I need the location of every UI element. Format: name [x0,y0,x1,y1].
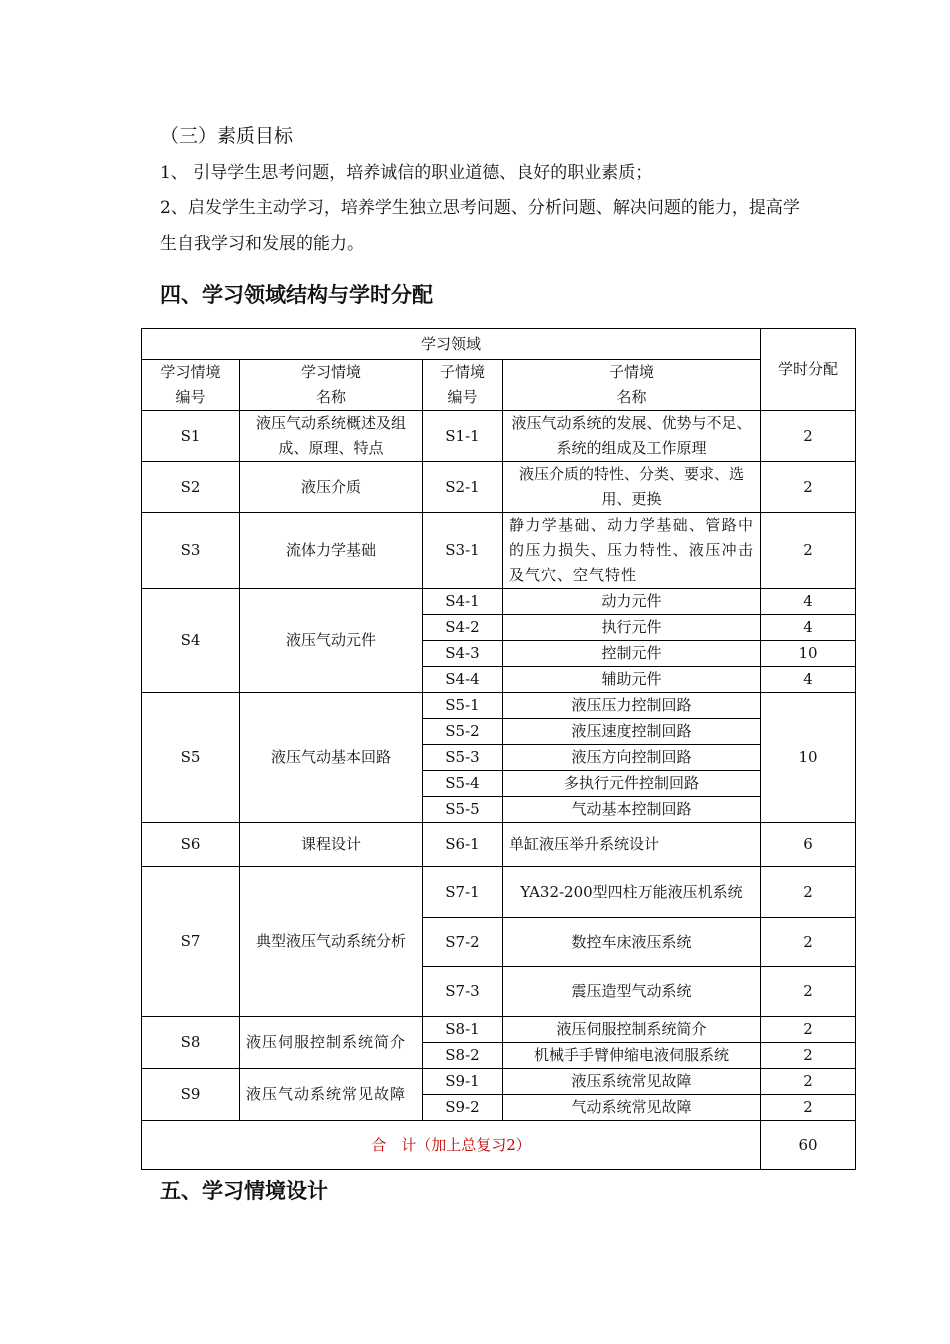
sub-code: S4-3 [423,641,503,667]
hours: 2 [761,1069,856,1095]
sub-code: S8-2 [423,1043,503,1069]
hours: 4 [761,589,856,615]
sub-name: 执行元件 [503,615,761,641]
sub-name: 液压速度控制回路 [503,719,761,745]
sub-code: S5-5 [423,797,503,823]
sub-name: 单缸液压举升系统设计 [503,823,761,867]
objective-item-1: 1、 引导学生思考问题，培养诚信的职业道德、良好的职业素质； [160,163,653,183]
course-structure-table [141,328,856,1170]
hours: 2 [761,1043,856,1069]
section3-title: （三）素质目标 [160,125,294,147]
header-hours: 学时分配 [761,329,856,411]
situation-name: 典型液压气动系统分析 [240,867,423,1017]
hours: 2 [761,967,856,1017]
table-row [142,1017,856,1043]
total-label: 合 计（加上总复习2） [142,1121,761,1170]
sub-code: S4-1 [423,589,503,615]
total-hours: 60 [761,1121,856,1170]
sub-name: 多执行元件控制回路 [503,771,761,797]
header-situation-name: 学习情境 名称 [240,360,423,411]
hours: 4 [761,615,856,641]
situation-name: 液压介质 [240,462,423,513]
situation-name: 液压气动元件 [240,589,423,693]
situation-code: S8 [142,1017,240,1069]
table-row [142,462,856,513]
hours: 10 [761,693,856,823]
sub-name: 辅助元件 [503,667,761,693]
table-row [142,513,856,589]
objective-item-2-line-2: 生自我学习和发展的能力。 [160,234,364,254]
sub-code: S4-4 [423,667,503,693]
sub-name: YA32-200型四柱万能液压机系统 [503,867,761,918]
sub-name: 气动基本控制回路 [503,797,761,823]
sub-code: S8-1 [423,1017,503,1043]
hours: 6 [761,823,856,867]
table-row [142,589,856,615]
hours: 4 [761,667,856,693]
sub-code: S7-2 [423,918,503,967]
sub-name: 气动系统常见故障 [503,1095,761,1121]
table-row [142,693,856,719]
table-row [142,867,856,918]
situation-name: 液压气动系统常见故障 [240,1069,423,1121]
sub-name: 液压介质的特性、分类、要求、选用、更换 [503,462,761,513]
objective-item-2-line-1: 2、启发学生主动学习，培养学生独立思考问题、分析问题、解决问题的能力，提高学 [160,198,800,218]
sub-name: 机械手手臂伸缩电液伺服系统 [503,1043,761,1069]
header-sub-code: 子情境 编号 [423,360,503,411]
hours: 2 [761,462,856,513]
hours: 2 [761,1017,856,1043]
sub-code: S5-1 [423,693,503,719]
total-row [142,1121,856,1170]
header-learning-domain: 学习领域 [142,329,761,360]
situation-code: S7 [142,867,240,1017]
sub-code: S2-1 [423,462,503,513]
sub-name: 液压伺服控制系统简介 [503,1017,761,1043]
sub-name: 液压压力控制回路 [503,693,761,719]
hours: 2 [761,867,856,918]
sub-name: 动力元件 [503,589,761,615]
situation-name: 课程设计 [240,823,423,867]
sub-name: 震压造型气动系统 [503,967,761,1017]
sub-name: 液压方向控制回路 [503,745,761,771]
sub-code: S5-2 [423,719,503,745]
situation-name: 液压伺服控制系统简介 [240,1017,423,1069]
sub-code: S6-1 [423,823,503,867]
hours: 2 [761,1095,856,1121]
section5-title: 五、学习情境设计 [160,1179,328,1203]
hours: 2 [761,513,856,589]
sub-code: S7-3 [423,967,503,1017]
sub-code: S7-1 [423,867,503,918]
hours: 2 [761,918,856,967]
sub-name: 数控车床液压系统 [503,918,761,967]
situation-name: 液压气动基本回路 [240,693,423,823]
header-situation-code: 学习情境 编号 [142,360,240,411]
situation-code: S4 [142,589,240,693]
table-row [142,823,856,867]
situation-code: S2 [142,462,240,513]
sub-name: 控制元件 [503,641,761,667]
sub-code: S4-2 [423,615,503,641]
sub-code: S9-2 [423,1095,503,1121]
sub-name: 静力学基础、动力学基础、管路中的压力损失、压力特性、液压冲击及气穴、空气特性 [503,513,761,589]
situation-code: S1 [142,411,240,462]
situation-code: S5 [142,693,240,823]
situation-name: 流体力学基础 [240,513,423,589]
situation-code: S9 [142,1069,240,1121]
sub-name: 液压系统常见故障 [503,1069,761,1095]
sub-code: S3-1 [423,513,503,589]
table-row [142,1069,856,1095]
hours: 2 [761,411,856,462]
situation-name: 液压气动系统概述及组成、原理、特点 [240,411,423,462]
situation-code: S6 [142,823,240,867]
sub-code: S5-4 [423,771,503,797]
sub-code: S1-1 [423,411,503,462]
situation-code: S3 [142,513,240,589]
sub-code: S5-3 [423,745,503,771]
header-sub-name: 子情境 名称 [503,360,761,411]
hours: 10 [761,641,856,667]
sub-name: 液压气动系统的发展、优势与不足、系统的组成及工作原理 [503,411,761,462]
section4-title: 四、学习领域结构与学时分配 [160,283,433,307]
sub-code: S9-1 [423,1069,503,1095]
table-row [142,411,856,462]
